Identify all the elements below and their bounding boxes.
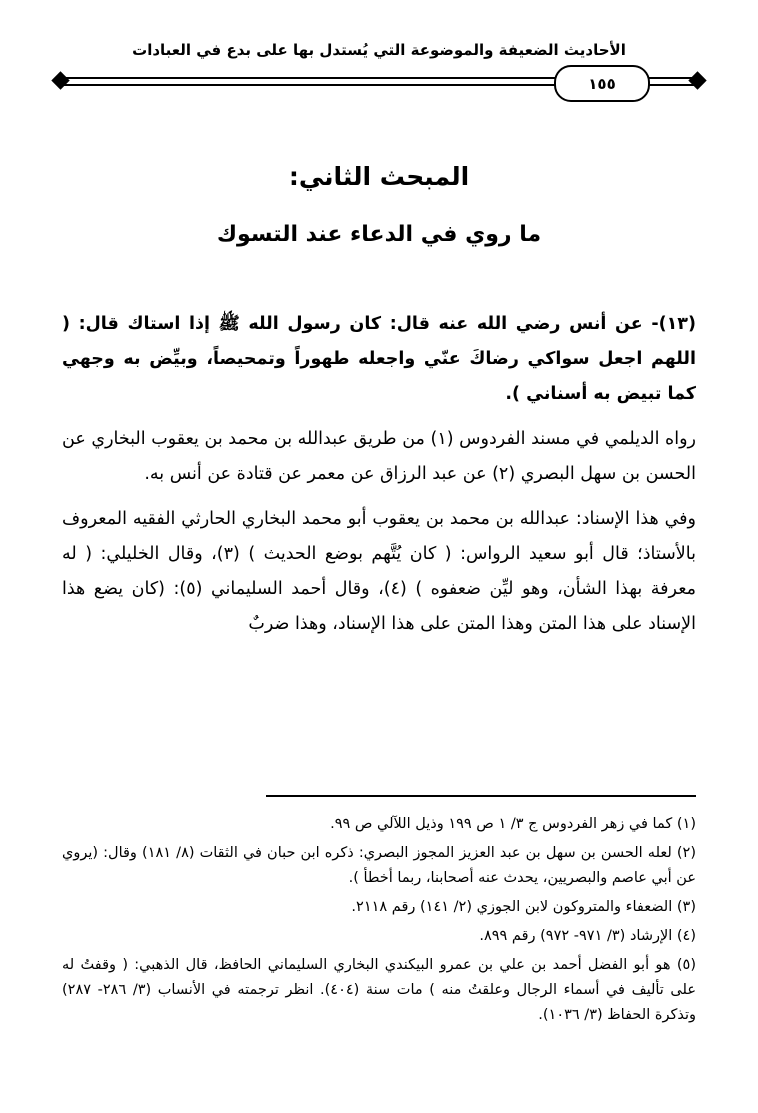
diamond-ornament-right-icon <box>688 71 706 89</box>
page-header <box>60 40 698 110</box>
chapter-title: المبحث الثاني: <box>288 162 470 191</box>
chapter-subtitle: ما روي في الدعاء عند التسوك <box>216 221 542 247</box>
footnote-item: (٢) لعله الحسن بن سهل بن عبد العزيز المجوز البصري: ذكره ابن حبان في الثقات (٨/ ١٨١) وقال: (يروي عن أبي عاصم والبصريين، يحدث عنه أصحابنا، ربما أخطأ ). <box>62 844 697 886</box>
footnote-item: (١) كما في زهر الفردوس ج ٣/ ١ ص ١٩٩ وذيل اللآلي ص ٩٩. <box>330 816 696 832</box>
paragraph-hadith-text: (١٣)- عن أنس رضي الله عنه قال: كان رسول الله ﷺ إذا استاك قال: ( اللهم اجعل سواكي رضاكَ عنّي واجعله طهوراً وتمحيصاً، وبيِّض به وجهي كما تبيض به أسناني ). <box>62 313 696 404</box>
running-head-title: الأحاديث الضعيفة والموضوعة التي يُستدل بها على بدع في العبادات <box>132 41 626 59</box>
paragraph-isnad-criticism: وفي هذا الإسناد: عبدالله بن محمد بن يعقوب أبو محمد البخاري الحارثي الفقيه المعروف بالأستاذ؛ قال أبو سعيد الرواس: ( كان يُتَّهم بوضع الحديث ) (٣)، وقال الخليلي: ( له معرفة بهذا الشأن، وهو ليِّن ضعفوه ) (٤)، وقال أحمد السليماني (٥): (كان يضع هذا الإسناد على هذا المتن وهذا المتن على هذا الإسناد، وهذا ضربٌ <box>62 508 697 634</box>
footnote-item: (٥) هو أبو الفضل أحمد بن علي بن عمرو البيكندي البخاري السليماني الحافظ، قال الذهبي: ( وقفتُ له على تأليف في أسماء الرجال وعلقتُ منه ) مات سنة (٤٠٤). انظر ترجمته في الأنساب (٣/ ٢٨٦- ٢٨٧) وتذكرة الحفاظ (٣/ ١٠٣٦). <box>62 956 696 1023</box>
page-body <box>62 140 696 652</box>
diamond-ornament-left-icon <box>51 71 69 89</box>
paragraph-narration-chain: رواه الديلمي في مسند الفردوس (١) من طريق عبدالله بن محمد بن يعقوب البخاري عن الحسن بن سهل البصري (٢) عن عبد الرزاق عن معمر عن قتادة عن أنس به. <box>62 428 696 484</box>
footnotes-section <box>62 812 696 1032</box>
footnote-separator <box>266 795 696 797</box>
footnote-item: (٣) الضعفاء والمتروكون لابن الجوزي (٢/ ١٤١) رقم ٢١١٨. <box>351 898 696 915</box>
footnote-item: (٤) الإرشاد (٣/ ٩٧١- ٩٧٢) رقم ٨٩٩. <box>479 927 696 944</box>
header-rule-group <box>60 71 698 93</box>
page-number: ١٥٥ <box>554 65 650 102</box>
